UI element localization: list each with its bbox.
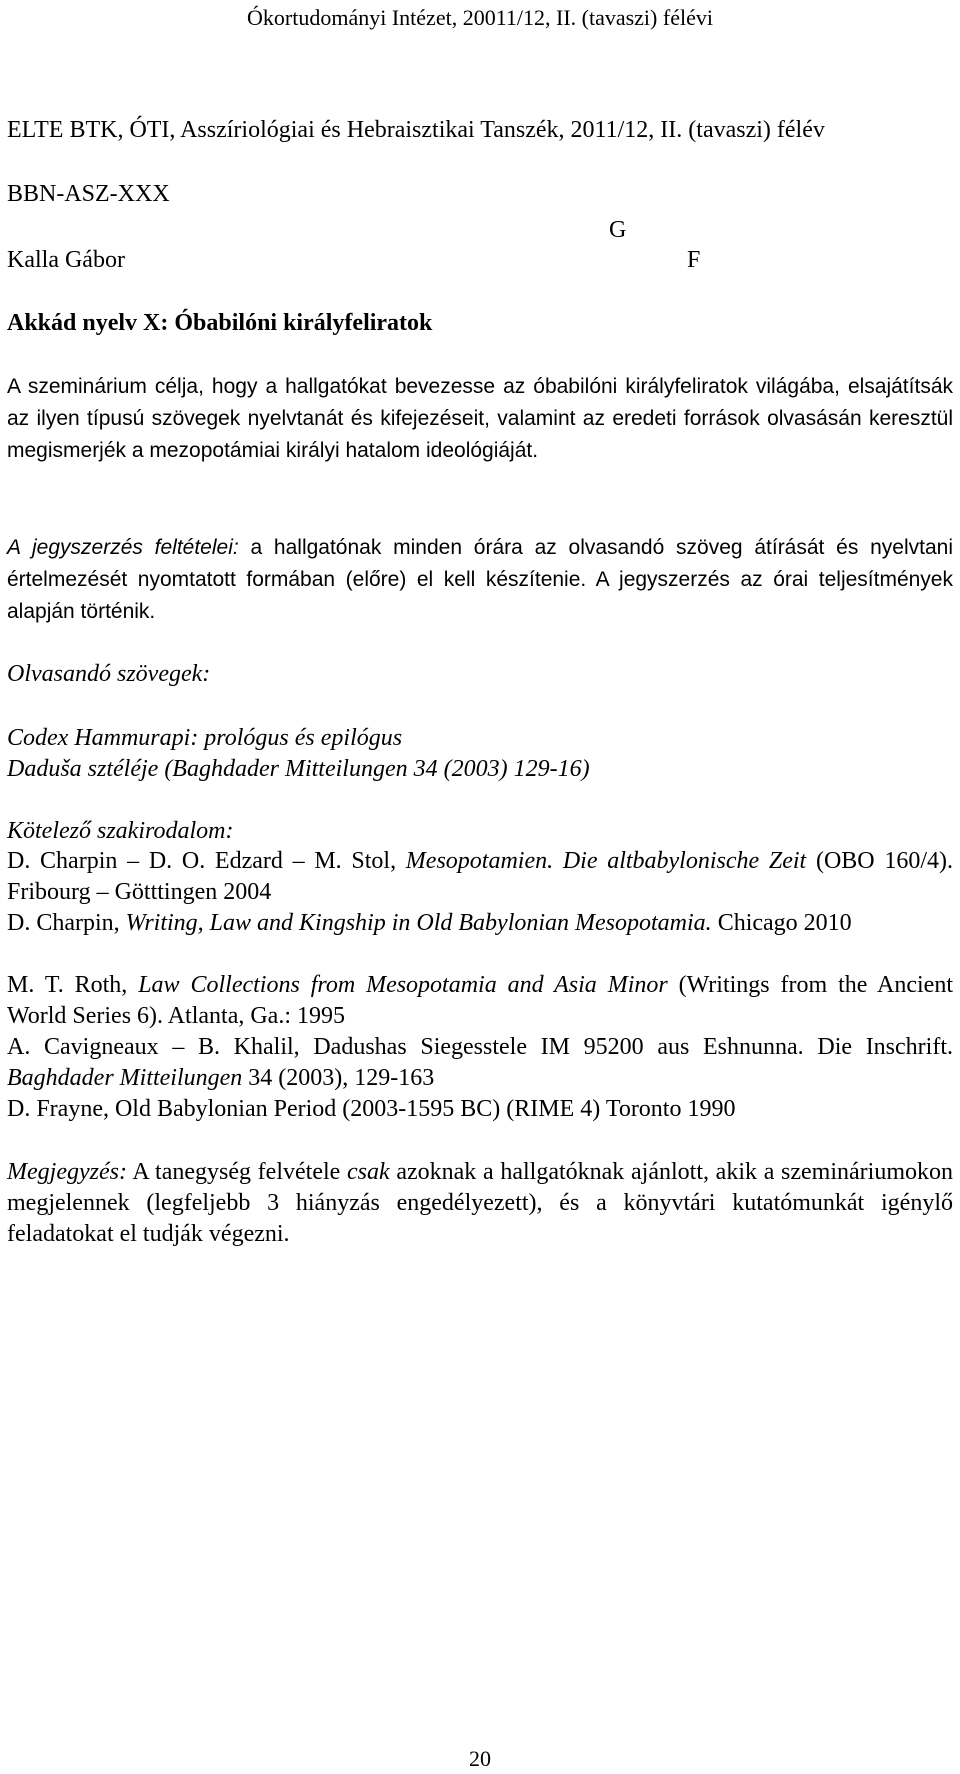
bibliography-entry: A. Cavigneaux – B. Khalil, Dadushas Siegesstele IM 95200 aus Eshnunna. Die Inschrift. Baghdader Mitteilungen 34 (2003), 129-163 (7, 1034, 953, 1091)
bibliography-entry: M. T. Roth, Law Collections from Mesopotamia and Asia Minor (Writings from the Ancient World Series 6). Atlanta, Ga.: 1995 (7, 972, 953, 1029)
instructor-name: Kalla Gábor (7, 247, 125, 273)
grade-type-bottom: F (687, 247, 701, 273)
note-label: Megjegyzés: (7, 1159, 127, 1185)
note-paragraph: Megjegyzés: A tanegység felvétele csak azoknak a hallgatóknak ajánlott, akik a szemináriumokon megjelennek (legfeljebb 3 hiányzás engedélyezett), és a könyvtári kutatómunkát igénylő feladatokat el tudják végezni. (7, 1159, 953, 1247)
reading-item: Codex Hammurapi: prológus és epilógus (7, 725, 403, 751)
institution-line: ELTE BTK, ÓTI, Asszíriológiai és Hebraisztikai Tanszék, 2011/12, II. (tavaszi) félév (7, 117, 825, 143)
course-title: Akkád nyelv X: Óbabilóni királyfeliratok (7, 310, 433, 336)
bibliography-entry: D. Charpin, Writing, Law and Kingship in Old Babylonian Mesopotamia. Chicago 2010 (7, 910, 852, 936)
requirements-paragraph (7, 532, 953, 628)
grade-type-top: G (609, 217, 627, 243)
literature-heading: Kötelező szakirodalom: (7, 818, 234, 844)
requirements-label: A jegyszerzés feltételei: (7, 536, 239, 559)
page-header: Ókortudományi Intézet, 20011/12, II. (tavaszi) félévi (247, 5, 713, 30)
course-code: BBN-ASZ-XXX (7, 181, 170, 207)
bibliography-entry: D. Charpin – D. O. Edzard – M. Stol, Mesopotamien. Die altbabylonische Zeit (OBO 160/4). Fribourg – Götttingen 2004 (7, 848, 954, 905)
course-description: A szeminárium célja, hogy a hallgatókat bevezesse az óbabilóni királyfeliratok világába, elsajátítsák az ilyen típusú szövegek nyelvtanát és kifejezéseit, valamint az eredeti források olvasásán keresztül megismerjék a mezopotámiai királyi hatalom ideológiáját. (7, 375, 953, 462)
note-emphasis: csak (347, 1159, 390, 1185)
reading-item: Daduša sztéléje (Baghdader Mitteilungen 34 (2003) 129-16) (7, 756, 590, 782)
bibliography-entry: D. Frayne, Old Babylonian Period (2003-1595 BC) (RIME 4) Toronto 1990 (7, 1096, 736, 1122)
page-number: 20 (469, 1746, 491, 1771)
readings-heading: Olvasandó szövegek: (7, 661, 211, 687)
requirements-text: a hallgatónak minden órára az olvasandó szöveg átírását és nyelvtani értelmezését nyomtatott formában (előre) el kell készítenie. A jegyszerzés az órai teljesítmények alapján történik. (7, 536, 953, 623)
